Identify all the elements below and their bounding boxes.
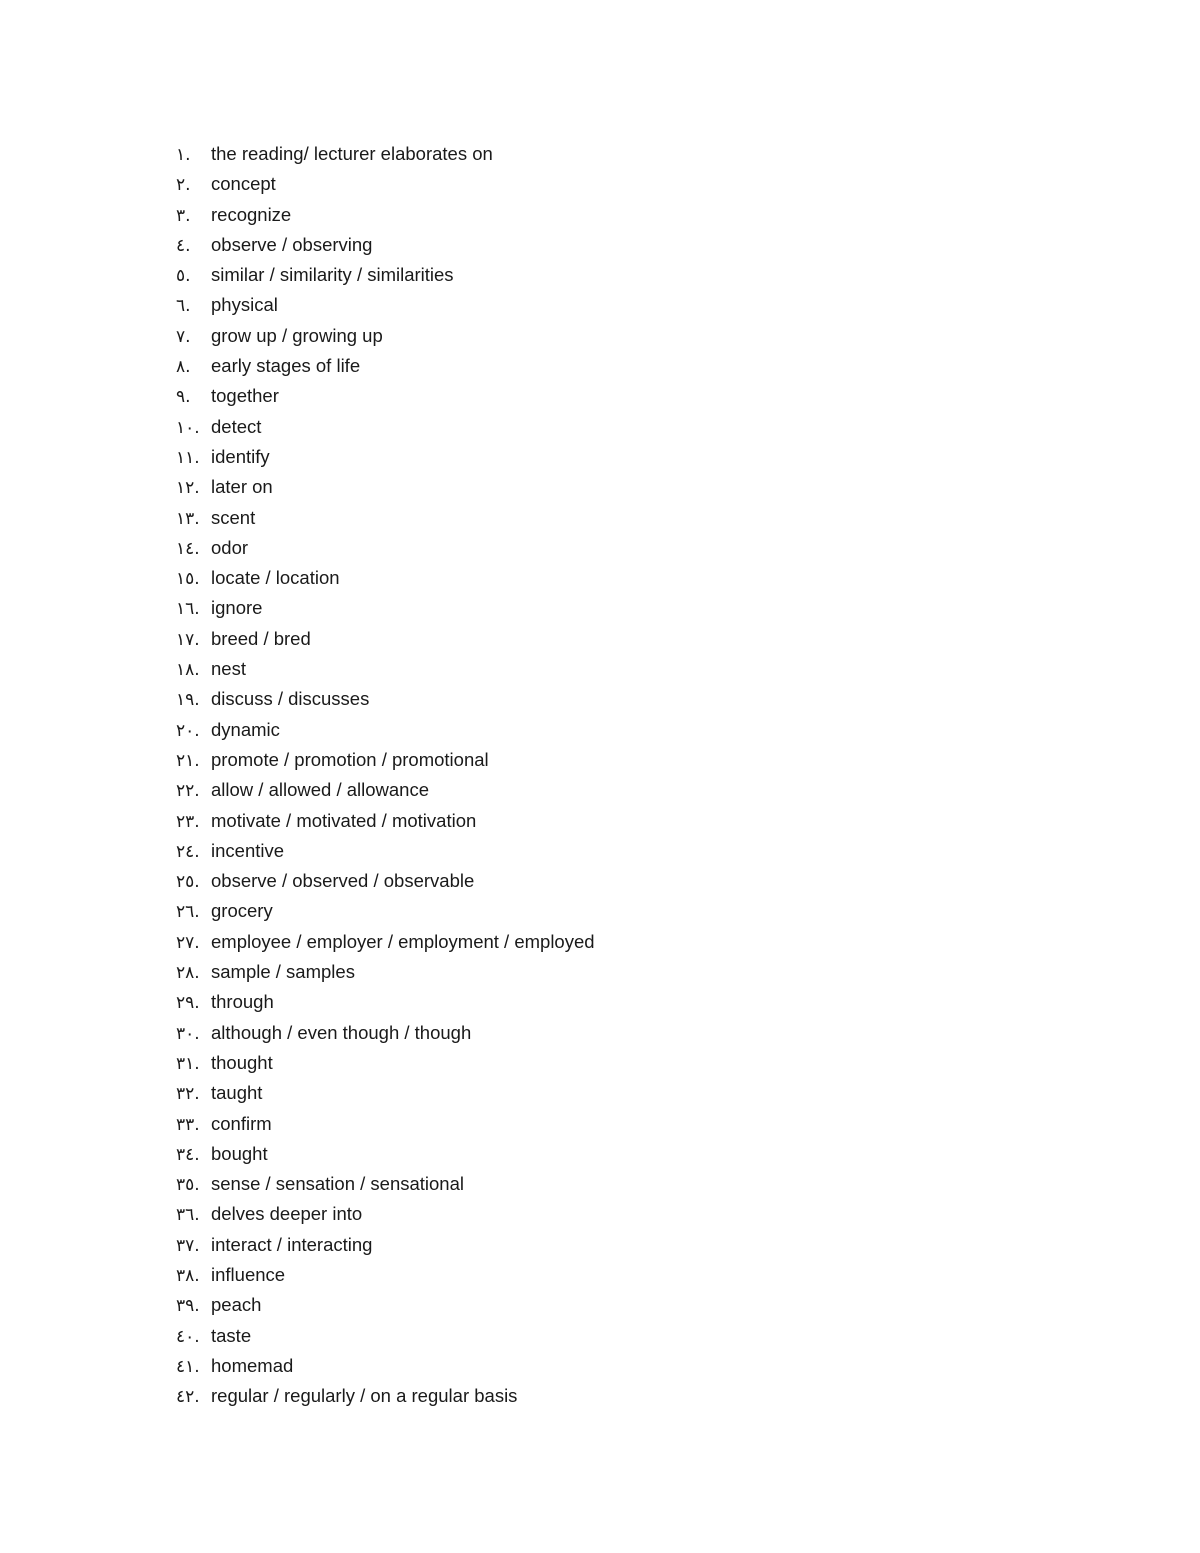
list-item: [176, 987, 1076, 1017]
item-text: later on: [211, 476, 273, 498]
item-text: odor: [211, 536, 249, 558]
item-text: ignore: [211, 597, 263, 619]
item-text: promote / promotion / promotional: [211, 748, 489, 770]
item-number: ٧.: [176, 326, 191, 347]
list-item: [176, 533, 1076, 563]
list-item: [176, 1260, 1076, 1290]
item-number: ٢.: [176, 175, 191, 196]
item-text: delves deeper into: [211, 1203, 363, 1225]
item-text: identify: [211, 445, 270, 467]
item-number: ٢٥.: [176, 872, 200, 893]
list-item: [176, 927, 1076, 957]
item-number: ٣٣.: [176, 1114, 200, 1135]
item-text: peach: [211, 1294, 262, 1316]
item-number: ٩.: [176, 387, 191, 408]
item-text: observe / observed / observable: [211, 870, 475, 892]
list-item: [176, 139, 1076, 169]
item-number: ٣٩.: [176, 1296, 200, 1317]
list-item: [176, 260, 1076, 290]
item-number: ٢٤.: [176, 841, 200, 862]
list-item: [176, 593, 1076, 623]
list-item: [176, 503, 1076, 533]
item-number: ٣٤.: [176, 1144, 200, 1165]
item-text: detect: [211, 415, 262, 437]
item-number: ١٠.: [176, 417, 200, 438]
list-item: [176, 1321, 1076, 1351]
list-item: [176, 836, 1076, 866]
item-number: ١٧.: [176, 629, 200, 650]
item-number: ١٥.: [176, 569, 200, 590]
item-number: ١.: [176, 145, 191, 165]
item-number: ٢٩.: [176, 993, 200, 1014]
list-item: [176, 169, 1076, 199]
list-item: [176, 442, 1076, 472]
list-item: [176, 563, 1076, 593]
item-number: ٣١.: [176, 1053, 200, 1074]
item-text: homemad: [211, 1354, 294, 1376]
item-number: ٤٠.: [176, 1326, 200, 1347]
item-text: similar / similarity / similarities: [211, 264, 454, 286]
item-text: dynamic: [211, 718, 280, 740]
item-text: thought: [211, 1051, 273, 1073]
list-item: [176, 1048, 1076, 1078]
list-item: [176, 684, 1076, 714]
list-item: [176, 775, 1076, 805]
list-item: [176, 624, 1076, 654]
item-text: sample / samples: [211, 961, 355, 983]
item-number: ٣٦.: [176, 1205, 200, 1226]
item-text: confirm: [211, 1112, 272, 1134]
list-item: [176, 381, 1076, 411]
list-item: [176, 1381, 1076, 1411]
list-item: [176, 412, 1076, 442]
item-number: ٢٦.: [176, 902, 200, 923]
item-text: grocery: [211, 900, 273, 922]
list-item: [176, 1109, 1076, 1139]
item-text: influence: [211, 1263, 286, 1285]
item-number: ٢٣.: [176, 811, 200, 832]
item-number: ٣٢.: [176, 1084, 200, 1105]
item-text: together: [211, 385, 279, 407]
item-number: ٣٧.: [176, 1235, 200, 1256]
list-item: [176, 321, 1076, 351]
item-number: ٢٨.: [176, 963, 200, 984]
item-number: ١٨.: [176, 660, 200, 681]
item-number: ١٦.: [176, 599, 200, 620]
list-item: [176, 1351, 1076, 1381]
item-text: breed / bred: [211, 627, 311, 649]
item-text: regular / regularly / on a regular basis: [211, 1385, 518, 1407]
item-number: ٢٧.: [176, 932, 200, 953]
list-item: [176, 290, 1076, 320]
list-item: [176, 1290, 1076, 1320]
vocabulary-list: [176, 139, 1076, 1411]
item-number: ٢٢.: [176, 781, 200, 802]
item-number: ٨.: [176, 357, 191, 378]
item-text: sense / sensation / sensational: [211, 1173, 464, 1195]
item-number: ١٢.: [176, 478, 200, 499]
item-number: ١٤.: [176, 538, 200, 559]
list-item: [176, 957, 1076, 987]
item-text: concept: [211, 173, 276, 195]
item-text: early stages of life: [211, 355, 361, 377]
item-text: employee / employer / employment / employed: [211, 930, 595, 952]
item-number: ٦.: [176, 296, 191, 317]
item-number: ٣٥.: [176, 1175, 200, 1196]
item-number: ١١.: [176, 447, 200, 468]
item-number: ٣٠.: [176, 1023, 200, 1044]
list-item: [176, 1230, 1076, 1260]
list-item: [176, 1199, 1076, 1229]
list-item: [176, 200, 1076, 230]
list-item: [176, 866, 1076, 896]
item-number: ١٣.: [176, 508, 200, 529]
item-text: the reading/ lecturer elaborates on: [211, 143, 493, 164]
item-text: bought: [211, 1142, 268, 1164]
list-item: [176, 472, 1076, 502]
list-item: [176, 351, 1076, 381]
item-text: grow up / growing up: [211, 324, 383, 346]
item-number: ٣.: [176, 205, 191, 226]
list-item: [176, 1018, 1076, 1048]
list-item: [176, 896, 1076, 926]
item-text: incentive: [211, 839, 285, 861]
item-text: scent: [211, 506, 256, 528]
item-text: observe / observing: [211, 233, 373, 255]
item-text: although / even though / though: [211, 1021, 472, 1043]
list-item: [176, 806, 1076, 836]
list-item: [176, 1139, 1076, 1169]
item-number: ٤.: [176, 235, 191, 256]
item-text: interact / interacting: [211, 1233, 373, 1255]
item-text: nest: [211, 658, 246, 680]
list-item: [176, 1169, 1076, 1199]
item-number: ٢١.: [176, 750, 200, 771]
item-text: physical: [211, 294, 278, 316]
item-text: through: [211, 991, 274, 1013]
item-number: ٤٢.: [176, 1387, 200, 1408]
item-text: discuss / discusses: [211, 688, 370, 710]
item-text: taught: [211, 1082, 263, 1104]
item-text: locate / location: [211, 567, 340, 589]
item-number: ٣٨.: [176, 1265, 200, 1286]
item-number: ٤١.: [176, 1356, 200, 1377]
list-item: [176, 230, 1076, 260]
item-text: allow / allowed / allowance: [211, 779, 430, 801]
item-number: ٥.: [176, 266, 191, 287]
item-text: taste: [211, 1324, 252, 1346]
item-text: recognize: [211, 203, 292, 225]
item-number: ١٩.: [176, 690, 200, 711]
list-item: [176, 715, 1076, 745]
item-text: motivate / motivated / motivation: [211, 809, 477, 831]
item-number: ٢٠.: [176, 720, 200, 741]
list-item: [176, 654, 1076, 684]
list-item: [176, 745, 1076, 775]
list-item: [176, 1078, 1076, 1108]
